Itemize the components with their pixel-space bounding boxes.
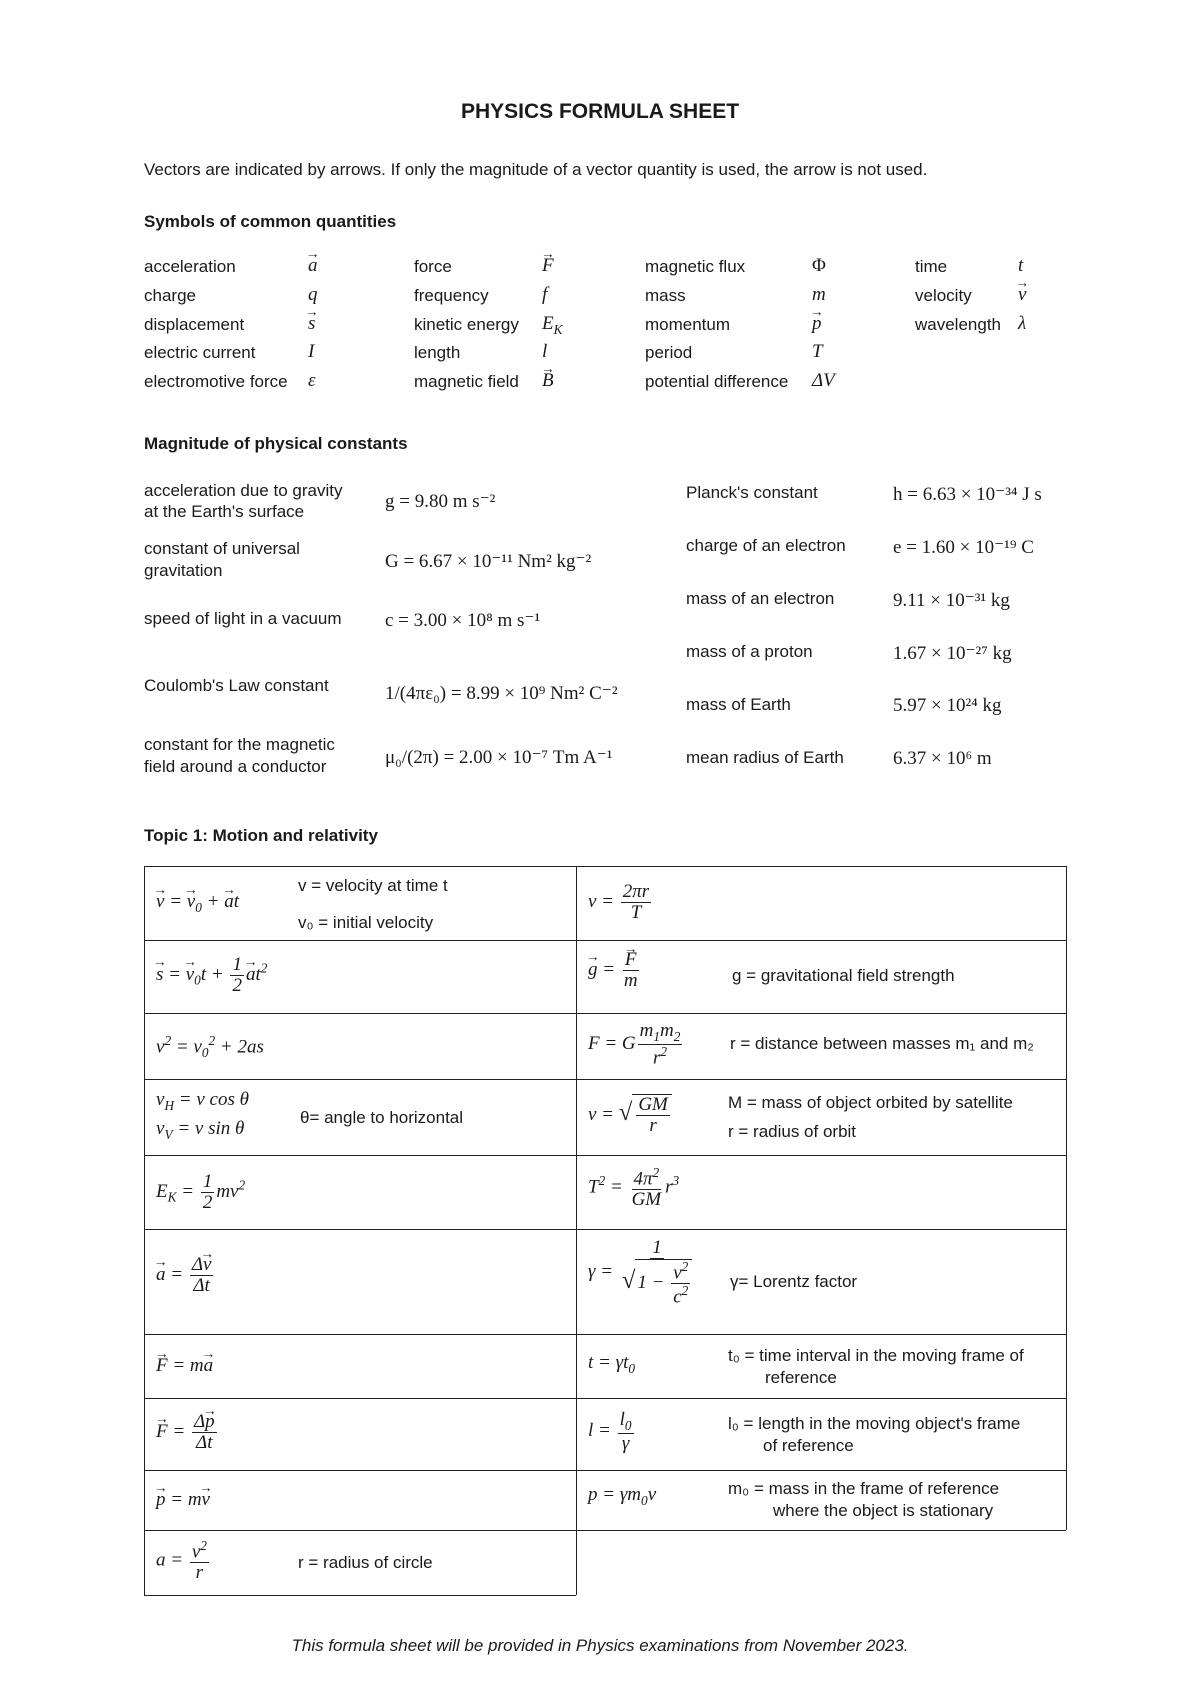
symbol-value: → p [812,313,822,335]
symbol-name: mass [645,286,686,305]
symbol-name: length [414,343,461,362]
constant-value: 1.67 × 10⁻²⁷ kg [893,643,1012,664]
formula-note: m₀ = mass in the frame of reference [728,1479,1000,1498]
symbol-value: → v [1018,284,1026,306]
constant-label: gravitation [144,561,223,580]
constant-value: 6.37 × 10⁶ m [893,748,992,769]
symbol-value: λ [1018,313,1027,334]
topic1-heading: Topic 1: Motion and relativity [144,826,378,845]
formula: → p = m→ v [156,1489,210,1511]
symbol-name: displacement [144,315,245,334]
formula: → a = $\frac{\Delta\to v}{\Delta t}$ [156,1255,215,1296]
constant-label: mean radius of Earth [686,748,844,767]
constant-label: mass of Earth [686,695,791,714]
formula: a = $\frac{v^2}{r}$ [156,1538,207,1584]
constant-value: e = 1.60 × 10⁻¹⁹ C [893,537,1034,558]
symbol-name: frequency [414,286,489,305]
symbol-value: → a [308,255,318,277]
constant-label: constant of universal [144,539,300,558]
table-border [144,1079,1066,1080]
formula: $E_K$ = $\frac{1}{2}$ $mv^2$ [156,1171,246,1213]
constant-label: mass of a proton [686,642,813,661]
formula: v = √ $\frac{GM}{r}$ [588,1094,672,1136]
formula: $T^2$ = $\frac{4\pi^2}{GM}$ $r^3$ [588,1165,680,1211]
formula: $p = \gamma m_0v$ [588,1484,657,1508]
constant-label: speed of light in a vacuum [144,609,342,628]
table-border [144,866,145,1595]
formula: → v = → $v_0$ + → at [156,891,239,916]
formula-note: θ= angle to horizontal [300,1108,464,1127]
constant-label: Coulomb's Law constant [144,676,329,695]
formula-note: r = distance between masses m₁ and m₂ [730,1034,1034,1053]
symbol-value: ΔV [812,370,835,391]
symbol-name: momentum [645,315,731,334]
formula: $v_V = v$ sin θ [156,1118,245,1142]
symbols-heading: Symbols of common quantities [144,212,397,231]
constant-value: c = 3.00 × 10⁸ m s⁻¹ [385,610,541,631]
table-border [144,1334,1066,1335]
symbol-name: magnetic field [414,372,519,391]
formula: l = $\frac{l_0}{\gamma}$ [588,1409,632,1454]
formula-note: v₀ = initial velocity [298,913,434,932]
symbol-value: m [812,284,826,305]
symbol-name: charge [144,286,196,305]
constants-heading: Magnitude of physical constants [144,434,408,453]
table-border [144,1229,1066,1230]
symbol-value: ε [308,370,316,391]
constant-value: 1/(4πε₀) = 8.99 × 10⁹ Nm² C⁻² [385,683,618,704]
constant-value: 5.97 × 10²⁴ kg [893,695,1002,716]
formula: → F = $\frac{\Delta\to p}{\Delta t}$ [156,1412,219,1453]
symbol-value: Φ [812,255,826,276]
symbol-name: wavelength [915,315,1002,334]
symbol-value: I [308,341,315,362]
formula-note: reference [765,1368,837,1387]
constant-label: at the Earth's surface [144,502,305,521]
symbol-name: velocity [915,286,972,305]
constant-label: acceleration due to gravity [144,481,343,500]
symbol-name: kinetic energy [414,315,519,334]
formula-note: r = radius of orbit [728,1122,857,1141]
symbol-value: $E_K$ [542,313,563,337]
table-border [144,1398,1066,1399]
symbol-name: force [414,257,452,276]
constant-value: 9.11 × 10⁻³¹ kg [893,590,1010,611]
formula-note: v = velocity at time t [298,876,448,895]
symbol-name: electromotive force [144,372,288,391]
formula-note: where the object is stationary [773,1501,994,1520]
symbol-value: → F [542,255,554,277]
constant-label: constant for the magnetic [144,735,335,754]
formula: $v_H = v$ cos θ [156,1089,249,1113]
symbol-name: time [915,257,948,276]
table-border [1066,866,1067,1530]
symbol-value: l [542,341,548,362]
formula: $v^2 = v_0^2 + 2as$ [156,1033,264,1061]
symbol-name: potential difference [645,372,789,391]
table-border [144,940,1066,941]
formula-note: t₀ = time interval in the moving frame of [728,1346,1024,1365]
table-border [144,1470,1066,1471]
formula: v = $\frac{2\pi r}{T}$ [588,881,650,923]
formula: → g = → $\frac{F}{m}$ [588,950,642,991]
symbol-value: q [308,284,318,305]
symbol-value: → B [542,370,554,392]
table-border [144,1013,1066,1014]
symbol-value: t [1018,255,1024,276]
symbol-value: → s [308,313,315,335]
table-border [144,866,1066,867]
table-border [144,1530,1066,1531]
constant-label: mass of an electron [686,589,835,608]
constant-label: charge of an electron [686,536,846,555]
formula: → F = m→ a [156,1355,213,1377]
constant-value: μ₀/(2π) = 2.00 × 10⁻⁷ Tm A⁻¹ [385,747,613,768]
symbol-value: T [812,341,823,362]
symbol-name: acceleration [144,257,236,276]
constant-value: h = 6.63 × 10⁻³⁴ J s [893,484,1042,505]
table-border [576,866,577,1595]
intro-text: Vectors are indicated by arrows. If only the magnitude of a vector quantity is used, the arrow is not used. [144,160,928,179]
constant-label: Planck's constant [686,483,818,502]
formula: F = G $\frac{m_1m_2}{r^2}$ [588,1020,681,1069]
symbol-name: magnetic flux [645,257,746,276]
formula-note: of reference [763,1436,854,1455]
table-border [144,1155,1066,1156]
formula-note: γ= Lorentz factor [730,1272,858,1291]
symbol-name: period [645,343,693,362]
formula: → s = → $v_0t$ + $\frac{1}{2}$ → $at^2$ [156,955,267,996]
formula: γ = 1 √ 1 − $\frac{v^2}{c^2}$ [588,1238,696,1307]
symbol-value: f [542,284,548,305]
table-border [144,1595,576,1596]
formula-note: g = gravitational field strength [732,966,955,985]
constant-label: field around a conductor [144,757,327,776]
formula-note: l₀ = length in the moving object's frame [728,1414,1021,1433]
formula-note: r = radius of circle [298,1553,433,1572]
constant-value: g = 9.80 m s⁻² [385,491,496,512]
footer-note: This formula sheet will be provided in Physics examinations from November 2023. [291,1636,909,1655]
formula: $t = \gamma t_0$ [588,1352,636,1376]
page-title: PHYSICS FORMULA SHEET [460,100,740,123]
constant-value: G = 6.67 × 10⁻¹¹ Nm² kg⁻² [385,551,592,572]
symbol-name: electric current [144,343,256,362]
formula-note: M = mass of object orbited by satellite [728,1093,1013,1112]
